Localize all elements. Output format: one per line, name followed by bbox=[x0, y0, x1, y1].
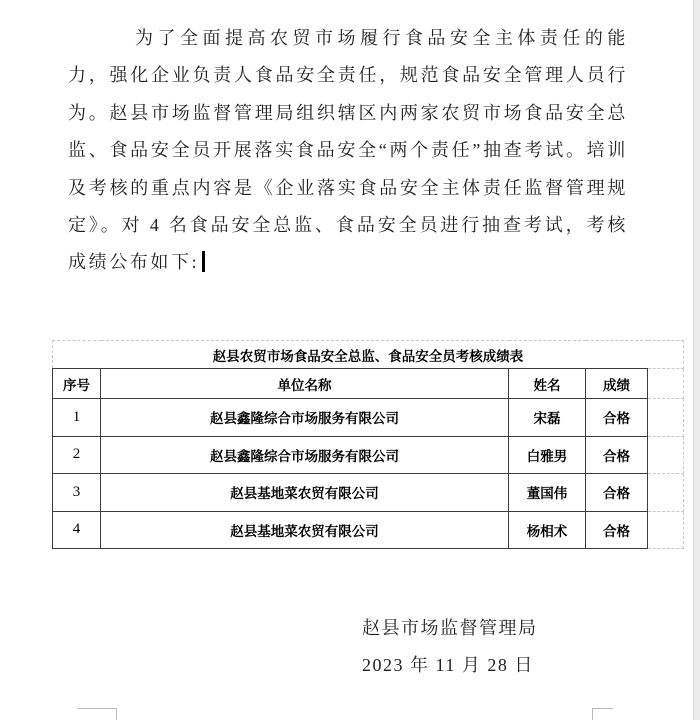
cell-score[interactable]: 合格 bbox=[586, 399, 648, 437]
header-index[interactable]: 序号 bbox=[53, 369, 101, 399]
cell-score[interactable]: 合格 bbox=[586, 474, 648, 512]
cell-name[interactable]: 宋磊 bbox=[509, 399, 586, 437]
signature-block[interactable] bbox=[362, 610, 538, 685]
hidden-cell bbox=[648, 436, 684, 474]
header-name[interactable]: 姓名 bbox=[509, 369, 586, 399]
table-title-row bbox=[53, 341, 684, 369]
body-paragraph-text: 为了全面提高农贸市场履行食品安全主体责任的能力，强化企业负责人食品安全责任，规范食品安全管理人员行为。赵县市场监督管理局组织辖区内两家农贸市场食品安全总监、食品安全员开展落实食品安全“两个责任”抽查考试。培训及考核的重点内容是《企业落实食品安全主体责任监督管理规定》。对 4 名食品安全总监、食品安全员进行抽查考试，考核成绩公布如下: bbox=[68, 28, 628, 273]
hidden-cell bbox=[648, 511, 684, 549]
header-company[interactable]: 单位名称 bbox=[101, 369, 509, 399]
cell-name[interactable]: 董国伟 bbox=[509, 474, 586, 512]
margin-crop-mark-left bbox=[78, 708, 117, 720]
cell-score[interactable]: 合格 bbox=[586, 511, 648, 549]
table-row bbox=[53, 436, 684, 474]
cell-name[interactable]: 白雅男 bbox=[509, 436, 586, 474]
cell-index[interactable]: 3 bbox=[53, 474, 101, 512]
table-row bbox=[53, 511, 684, 549]
header-score[interactable]: 成绩 bbox=[586, 369, 648, 399]
table-header-row bbox=[53, 369, 684, 399]
table-row bbox=[53, 474, 684, 512]
cell-company[interactable]: 赵县鑫隆综合市场服务有限公司 bbox=[101, 436, 509, 474]
table-row bbox=[53, 399, 684, 437]
hidden-cell bbox=[648, 369, 684, 399]
table-title[interactable]: 赵县农贸市场食品安全总监、食品安全员考核成绩表 bbox=[53, 341, 684, 369]
cell-name[interactable]: 杨相术 bbox=[509, 511, 586, 549]
cell-company[interactable]: 赵县基地菜农贸有限公司 bbox=[101, 474, 509, 512]
cell-company[interactable]: 赵县鑫隆综合市场服务有限公司 bbox=[101, 399, 509, 437]
score-table bbox=[52, 340, 684, 549]
signature-date: 2023 年 11 月 28 日 bbox=[362, 655, 534, 676]
hidden-cell bbox=[648, 399, 684, 437]
signature-org: 赵县市场监督管理局 bbox=[362, 618, 538, 638]
margin-crop-mark-right bbox=[592, 708, 613, 720]
scrollbar-track[interactable] bbox=[693, 0, 700, 720]
cell-score[interactable]: 合格 bbox=[586, 436, 648, 474]
text-caret bbox=[202, 251, 205, 272]
cell-index[interactable]: 1 bbox=[53, 399, 101, 437]
body-paragraph[interactable] bbox=[68, 20, 628, 282]
hidden-cell bbox=[648, 474, 684, 512]
cell-company[interactable]: 赵县基地菜农贸有限公司 bbox=[101, 511, 509, 549]
cell-index[interactable]: 4 bbox=[53, 511, 101, 549]
cell-index[interactable]: 2 bbox=[53, 436, 101, 474]
